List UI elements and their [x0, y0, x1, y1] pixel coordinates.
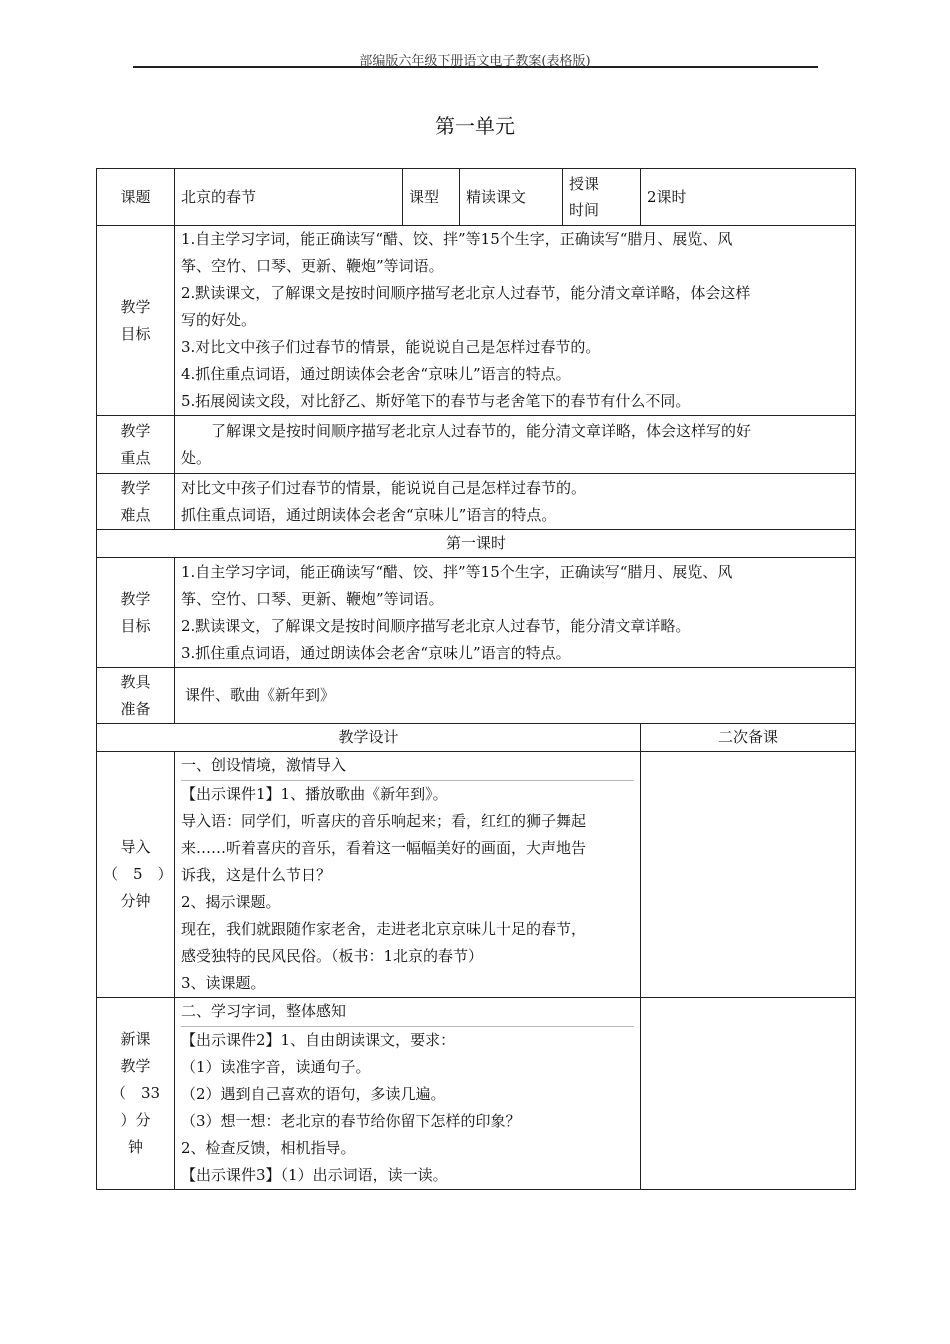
difficulty-line: 对比文中孩子们过春节的情景，能说说自己是怎样过春节的。	[181, 478, 587, 497]
new-lesson-body	[181, 1026, 634, 1189]
unit-title: 第一单元	[435, 114, 515, 138]
intro-line: 诉我，这是什么节日？	[181, 866, 332, 884]
new-lesson-line: （1）读准字音，读通句子。	[181, 1058, 371, 1076]
new-lesson-line: 【出示课件3】（1）出示词语，读一读。	[181, 1166, 448, 1184]
goal-line: 写的好处。	[181, 311, 257, 329]
goals-row	[97, 226, 856, 416]
difficulties-label-line-1: 教学	[120, 478, 151, 497]
intro-label-line-3: 分钟	[120, 892, 151, 910]
new-lesson-label	[97, 998, 175, 1190]
new-lesson-label-line-5: 钟	[127, 1138, 143, 1156]
intro-line: 【出示课件1】1、播放歌曲《新年到》。	[181, 785, 448, 803]
intro-line: 现在，我们就跟随作家老舍，走进老北京京味儿十足的春节，	[181, 920, 587, 938]
lesson1-goals-label-line-2: 目标	[120, 616, 151, 635]
goals-label-line-1: 教学	[120, 297, 151, 316]
time-value: 2课时	[641, 169, 856, 226]
key-points-label	[97, 416, 175, 474]
intro-heading: 一、创设情境，激情导入	[181, 756, 347, 774]
key-point-line: 处。	[181, 448, 212, 467]
key-points-label-line-2: 重点	[120, 448, 151, 467]
time-label-line-2: 时间	[569, 201, 600, 219]
new-lesson-content	[175, 998, 641, 1190]
new-lesson-heading: 二、学习字词，整体感知	[181, 1002, 347, 1020]
lesson1-goals-label	[97, 558, 175, 668]
design-header: 教学设计	[97, 724, 641, 752]
goal-line: 筝、空竹、口琴、更新、鞭炮”等词语。	[181, 257, 444, 275]
tools-row	[97, 668, 856, 724]
type-value: 精读课文	[460, 169, 563, 226]
goals-label	[97, 226, 175, 416]
time-label	[563, 169, 641, 226]
intro-line: 2、揭示课题。	[181, 893, 281, 911]
intro-line: 3、读课题。	[181, 974, 266, 992]
lesson1-goals-row	[97, 558, 856, 668]
new-lesson-label-line-4: ）分	[120, 1111, 151, 1129]
lesson1-goals-label-line-1: 教学	[120, 589, 151, 608]
intro-line: 导入语：同学们，听喜庆的音乐响起来；看，红红的狮子舞起	[181, 812, 587, 830]
goal-line: 3.对比文中孩子们过春节的情景，能说说自己是怎样过春节的。	[181, 338, 601, 356]
goal-line: 2.默读课文，了解课文是按时间顺序描写老北京人过春节，能分清文章详略，体会这样	[181, 284, 751, 302]
goal-line: 4.抓住重点词语，通过朗读体会老舍“京味儿”语言的特点。	[181, 365, 571, 383]
goals-content	[175, 226, 856, 416]
new-lesson-line: 2、检查反馈，相机指导。	[181, 1139, 356, 1157]
subject-value: 北京的春节	[175, 169, 403, 226]
new-lesson-line: 【出示课件2】1、自由朗读课文，要求：	[181, 1031, 456, 1049]
tools-label-line-2: 准备	[120, 699, 151, 718]
key-points-row	[97, 416, 856, 474]
intro-row	[97, 752, 856, 998]
lesson1-goal-line: 1.自主学习字词，能正确读写“醋、饺、拌”等15个生字，正确读写“腊月、展览、风	[181, 562, 733, 581]
new-lesson-second-prep	[641, 998, 856, 1190]
difficulties-content	[175, 474, 856, 530]
key-points-content	[175, 416, 856, 474]
intro-line: 感受独特的民风民俗。（板书：1北京的春节）	[181, 947, 484, 965]
intro-label	[97, 752, 175, 998]
new-lesson-label-line-3: （ 33	[110, 1084, 161, 1102]
second-prep-header: 二次备课	[641, 724, 856, 752]
lesson1-goals-content	[175, 558, 856, 668]
goal-line: 5.拓展阅读文段，对比舒乙、斯妤笔下的春节与老舍笔下的春节有什么不同。	[181, 392, 691, 410]
key-point-line: 了解课文是按时间顺序描写老北京人过春节的，能分清文章详略，体会这样写的好	[211, 421, 752, 440]
lesson1-goal-line: 筝、空竹、口琴、更新、鞭炮”等词语。	[181, 589, 444, 608]
lesson-plan-table	[96, 168, 856, 1190]
intro-label-line-2: （ 5 ）	[103, 865, 173, 883]
time-label-line-1: 授课	[569, 175, 600, 193]
difficulties-row	[97, 474, 856, 530]
key-points-label-line-1: 教学	[120, 421, 151, 440]
new-lesson-line: （3）想一想：老北京的春节给你留下怎样的印象？	[181, 1112, 521, 1130]
lesson1-title-row	[97, 530, 856, 558]
header-rule	[133, 66, 818, 68]
lesson1-goal-line: 3.抓住重点词语，通过朗读体会老舍“京味儿”语言的特点。	[181, 643, 571, 662]
intro-content	[175, 752, 641, 998]
tools-label	[97, 668, 175, 724]
intro-label-line-1: 导入	[120, 838, 151, 856]
goal-line: 1.自主学习字词，能正确读写“醋、饺、拌”等15个生字，正确读写“腊月、展览、风	[181, 230, 733, 248]
intro-body	[181, 780, 634, 997]
tools-label-line-1: 教具	[120, 672, 151, 691]
type-label: 课型	[403, 169, 460, 226]
tools-value: 课件、歌曲《新年到》	[175, 668, 856, 724]
design-header-row	[97, 724, 856, 752]
goals-label-line-2: 目标	[120, 324, 151, 343]
new-lesson-label-line-1: 新课	[120, 1030, 151, 1048]
difficulties-label-line-2: 难点	[120, 505, 151, 524]
new-lesson-row	[97, 998, 856, 1190]
lesson1-title: 第一课时	[97, 530, 856, 558]
lesson1-goal-line: 2.默读课文，了解课文是按时间顺序描写老北京人过春节，能分清文章详略。	[181, 616, 691, 635]
new-lesson-line: （2）遇到自己喜欢的语句，多读几遍。	[181, 1085, 446, 1103]
difficulties-label	[97, 474, 175, 530]
intro-line: 来……听着喜庆的音乐，看着这一幅幅美好的画面，大声地告	[181, 839, 587, 857]
difficulty-line: 抓住重点词语，通过朗读体会老舍“京味儿”语言的特点。	[181, 505, 557, 524]
info-row	[97, 169, 856, 226]
page-header: 部编版六年级下册语文电子教案(表格版)	[359, 54, 591, 69]
new-lesson-label-line-2: 教学	[120, 1057, 151, 1075]
subject-label: 课题	[97, 169, 175, 226]
intro-second-prep	[641, 752, 856, 998]
